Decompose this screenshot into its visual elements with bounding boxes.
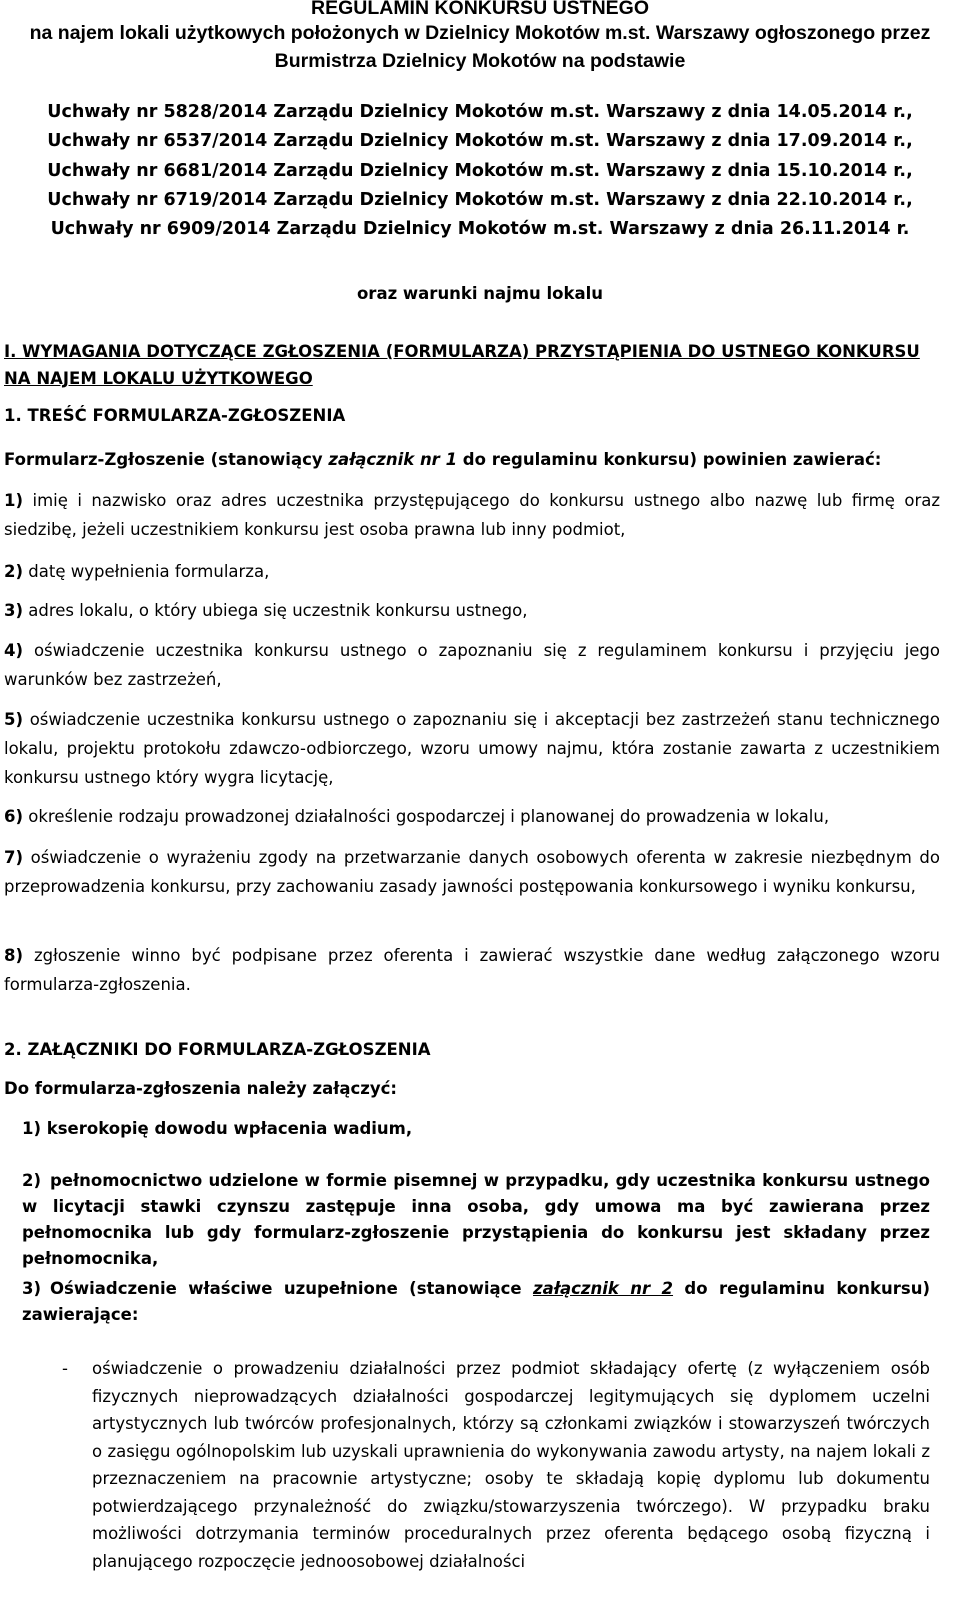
list-item	[4, 486, 940, 544]
item-number: 4)	[4, 641, 24, 660]
list-item	[4, 705, 940, 792]
item-number: 6)	[4, 807, 24, 826]
form-intro	[4, 445, 940, 474]
section-heading: I. WYMAGANIA DOTYCZĄCE ZGŁOSZENIA (FORMULARZA) PRZYSTĄPIENIA DO USTNEGO KONKURSU NA NAJEM LOKALU UŻYTKOWEGO	[4, 342, 920, 388]
item-number: 5)	[4, 710, 24, 729]
dash-bullet: -	[62, 1359, 68, 1378]
attachment-link[interactable]: załącznik nr 2	[533, 1279, 674, 1298]
item-text: datę wypełnienia formularza,	[23, 562, 270, 581]
conditions-subtitle: oraz warunki najmu lokalu	[356, 284, 604, 303]
attachment-item	[22, 1276, 930, 1328]
resolution-line: Uchwały nr 6681/2014 Zarządu Dzielnicy Mokotów m.st. Warszawy z dnia 15.10.2014 r.,	[47, 161, 913, 181]
attachment-number: 3)	[22, 1279, 42, 1298]
list-item	[4, 596, 940, 625]
resolution-line: Uchwały nr 6537/2014 Zarządu Dzielnicy Mokotów m.st. Warszawy z dnia 17.09.2014 r.,	[47, 131, 913, 151]
attachment-item: pełnomocnictwo udzielone w formie pisemnej w przypadku, gdy uczestnika konkursu ustnego w licytacji stawki czynszu zastępuje inna osoba, gdy umowa ma być zawierana przez pełnomocnika lub gdy formularz-zgłoszenie przystąpienia do konkursu jest składany przez pełnomocnika,	[22, 1171, 930, 1268]
attachment-text-post: do regulaminu konkursu) zawierające:	[22, 1279, 930, 1324]
item-text: określenie rodzaju prowadzonej działalności gospodarczej i planowanej do prowadzenia w lokalu,	[23, 807, 830, 826]
document-subtitle-line2: Burmistrza Dzielnicy Mokotów na podstawie	[274, 50, 686, 72]
document-subtitle-line1: na najem lokali użytkowych położonych w Dzielnicy Mokotów m.st. Warszawy ogłoszonego przez	[29, 22, 931, 44]
item-number: 2)	[4, 562, 24, 581]
declaration-text: oświadczenie o prowadzeniu działalności przez podmiot składający ofertę (z wyłączeniem osób fizycznych nieprowadzących działalności gospodarczej legitymujących się dyplomem uczelni artystycznych lub twórców profesjonalnych, którzy są członkami związków i stowarzyszeń twórczych o zasięgu ogólnopolskim lub uzyskali uprawnienia do wykonywania zawodu artysty, na najem lokali z przeznaczeniem na pracownie artystyczne; osoby te składają kopię dyplomu lub dokumentu potwierdzającego przynależność do związku/stowarzyszenia twórczego). W przypadku braku możliwości dotrzymania terminów proceduralnych przez oferenta będącego osobą fizyczną i planującego rozpoczęcie jednoosobowej działalności	[92, 1359, 930, 1571]
subsection-heading: 2. ZAŁĄCZNIKI DO FORMULARZA-ZGŁOSZENIA	[4, 1040, 431, 1059]
subsection-heading: 1. TREŚĆ FORMULARZA-ZGŁOSZENIA	[4, 406, 346, 425]
attachments-intro: Do formularza-zgłoszenia należy załączyć:	[4, 1079, 397, 1098]
item-number: 7)	[4, 848, 24, 867]
resolution-line: Uchwały nr 6909/2014 Zarządu Dzielnicy Mokotów m.st. Warszawy z dnia 26.11.2014 r.	[50, 219, 910, 239]
attachment-text-pre: Oświadczenie właściwe uzupełnione (stanowiące	[50, 1279, 534, 1298]
attachment-number: 2)	[22, 1171, 42, 1190]
item-text: adres lokalu, o który ubiega się uczestnik konkursu ustnego,	[23, 601, 528, 620]
item-number: 8)	[4, 946, 24, 965]
list-item	[4, 941, 940, 999]
document-title: REGULAMIN KONKURSU USTNEGO	[310, 0, 649, 19]
item-text: oświadczenie uczestnika konkursu ustnego o zapoznaniu się z regulaminem konkursu i przyjęciu jego warunków bez zastrzeżeń,	[4, 641, 940, 689]
item-text: imię i nazwisko oraz adres uczestnika przystępującego do konkursu ustnego albo nazwę lub firmę oraz siedzibę, jeżeli uczestnikiem konkursu jest osoba prawna lub inny podmiot,	[4, 491, 940, 539]
resolution-line: Uchwały nr 5828/2014 Zarządu Dzielnicy Mokotów m.st. Warszawy z dnia 14.05.2014 r.,	[47, 102, 913, 122]
item-number: 1)	[4, 491, 24, 510]
list-item	[4, 636, 940, 694]
item-text: zgłoszenie winno być podpisane przez oferenta i zawierać wszystkie dane według załączonego wzoru formularza-zgłoszenia.	[4, 946, 940, 994]
form-intro-pre: Formularz-Zgłoszenie (stanowiący	[4, 450, 329, 469]
resolution-line: Uchwały nr 6719/2014 Zarządu Dzielnicy Mokotów m.st. Warszawy z dnia 22.10.2014 r.,	[47, 190, 913, 210]
item-text: oświadczenie o wyrażeniu zgody na przetwarzanie danych osobowych oferenta w zakresie niezbędnym do przeprowadzenia konkursu, przy zachowaniu zasady jawności postępowania konkursowego i wyniku konkursu,	[4, 848, 940, 896]
list-item	[4, 843, 940, 901]
list-item	[4, 557, 940, 586]
item-number: 3)	[4, 601, 24, 620]
attachment-item: 1) kserokopię dowodu wpłacenia wadium,	[22, 1119, 413, 1138]
item-text: oświadczenie uczestnika konkursu ustnego o zapoznaniu się i akceptacji bez zastrzeżeń stanu technicznego lokalu, projektu protokołu zdawczo-odbiorczego, wzoru umowy najmu, która zostanie zawarta z uczestnikiem konkursu ustnego który wygra licytację,	[4, 710, 940, 787]
list-item	[4, 802, 940, 831]
form-intro-post: do regulaminu konkursu) powinien zawierać:	[457, 450, 882, 469]
form-intro-italic: załącznik nr 1	[328, 450, 458, 469]
